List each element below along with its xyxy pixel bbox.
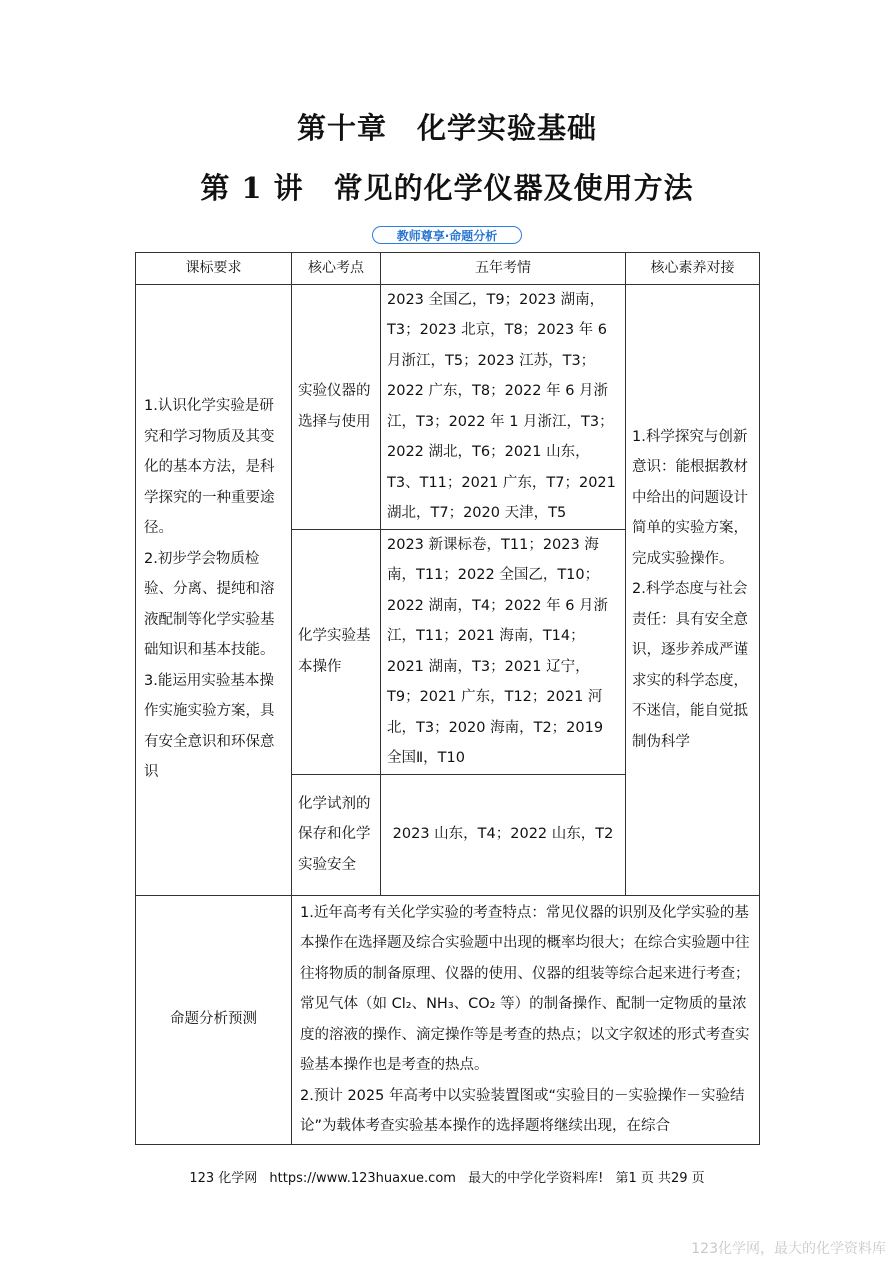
- analysis-paragraph: 1.近年高考有关化学实验的考查特点：常见仪器的识别及化学实验的基本操作在选择题及综合实验题中出现的概率均很大；在综合实验题中往往将物质的制备原理、仪器的使用、仪器的组装等综合起来进行考查；常见气体（如 Cl₂、NH₃、CO₂ 等）的制备操作、配制一定物质的量浓度的溶液的操作、滴定操作等是考查的热点；以文字叙述的形式考查实验基本操作也是考查的热点。: [300, 904, 750, 1073]
- footer-slogan: 最大的中学化学资料库!: [468, 1171, 604, 1186]
- footer-url[interactable]: https://www.123huaxue.com: [269, 1171, 456, 1186]
- lecture-title: 第 1 讲 常见的化学仪器及使用方法: [200, 171, 694, 205]
- table-row: [136, 895, 760, 1144]
- footer-site: 123 化学网: [189, 1171, 258, 1186]
- analysis-text: [292, 895, 760, 1144]
- chapter-title: 第十章 化学实验基础: [296, 111, 597, 145]
- exam-cell: 2023 山东，T4；2022 山东，T2: [381, 774, 626, 895]
- topic-cell: 化学实验基本操作: [292, 529, 381, 774]
- literacy-cell: 1.科学探究与创新意识：能根据教材中给出的问题设计简单的实验方案，完成实验操作。 2.科学态度与社会责任：具有安全意识，逐步养成严谨求实的科学态度，不迷信，能自觉抵制伪科学: [626, 284, 760, 895]
- header-literacy: 核心素养对接: [626, 253, 760, 285]
- exam-cell: 2023 全国乙，T9；2023 湖南，T3；2023 北京，T8；2023 年 6 月浙江，T5；2023 江苏，T3；2022 广东，T8；2022 年 6 月浙江，T3；2022 年 1 月浙江，T3；2022 湖北，T6；2021 山东，T3、T11；2021 广东，T7；2021 湖北，T7；2020 天津，T5: [381, 284, 626, 529]
- analysis-paragraph: 2.预计 2025 年高考中以实验装置图或“实验目的－实验操作－实验结论”为载体考查实验基本操作的选择题将继续出现，在综合: [300, 1087, 745, 1134]
- teacher-badge: 教师尊享·命题分析: [372, 226, 522, 244]
- table-header-row: [136, 253, 760, 285]
- table-row: [136, 284, 760, 529]
- analysis-label: 命题分析预测: [136, 895, 292, 1144]
- curriculum-cell: 1.认识化学实验是研究和学习物质及其变化的基本方法，是科学探究的一种重要途径。 2.初步学会物质检验、分离、提纯和溶液配制等化学实验基础知识和基本技能。 3.能运用实验基本操作实施实验方案，具有安全意识和环保意识: [136, 284, 292, 895]
- analysis-table: [135, 252, 760, 1145]
- topic-cell: 化学试剂的保存和化学实验安全: [292, 774, 381, 895]
- watermark: 123化学网，最大的化学资料库: [691, 1241, 886, 1257]
- header-curriculum: 课标要求: [136, 253, 292, 285]
- header-topics: 核心考点: [292, 253, 381, 285]
- page-footer: [0, 1167, 894, 1186]
- footer-page: 第1 页 共29 页: [615, 1171, 705, 1186]
- exam-cell: 2023 新课标卷，T11；2023 海南，T11；2022 全国乙，T10；2022 湖南，T4；2022 年 6 月浙江，T11；2021 海南，T14；2021 湖南，T3；2021 辽宁，T9；2021 广东，T12；2021 河北，T3；2020 海南，T2；2019 全国Ⅱ，T10: [381, 529, 626, 774]
- header-exams: 五年考情: [381, 253, 626, 285]
- topic-cell: 实验仪器的选择与使用: [292, 284, 381, 529]
